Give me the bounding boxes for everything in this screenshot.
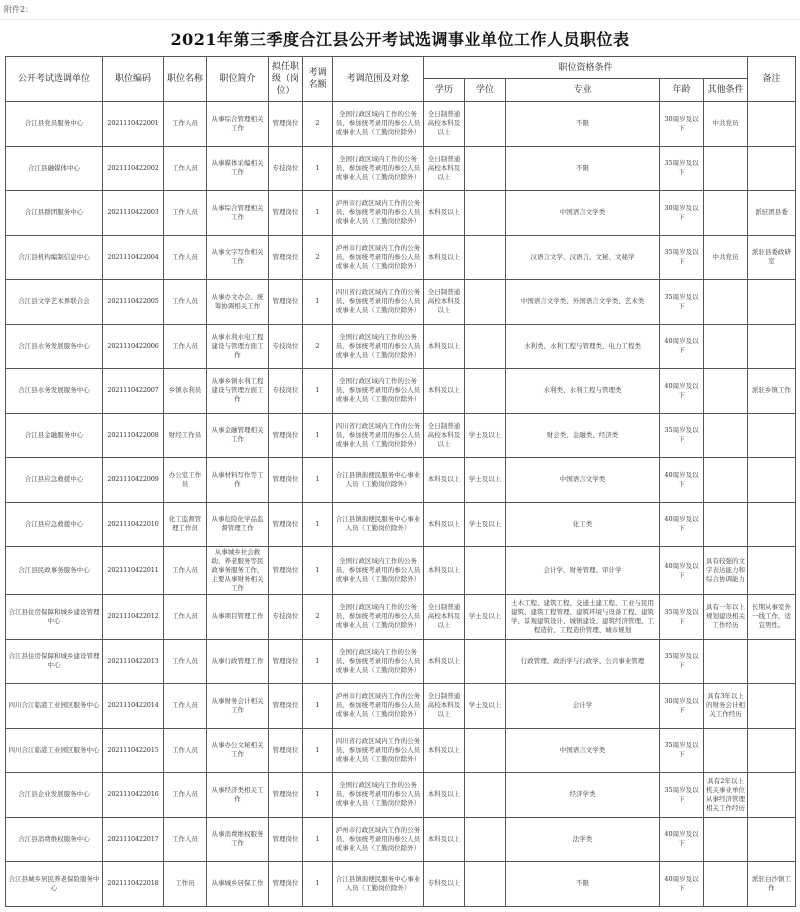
cell-intro: 从事材料写作等工作 [207, 458, 269, 503]
header-education: 学历 [424, 79, 465, 102]
cell-quota: 1 [303, 413, 333, 458]
cell-quota: 1 [303, 773, 333, 818]
cell-major: 汉语言文学、汉语言、文秘、文秘学 [506, 235, 660, 280]
cell-other [704, 502, 748, 547]
cell-quota: 1 [303, 547, 333, 595]
cell-degree [465, 102, 506, 147]
cell-code: 2021110422012 [103, 595, 164, 640]
cell-unit: 四川合江临港工业园区服务中心 [6, 728, 103, 773]
cell-name: 工作人员 [164, 324, 207, 369]
cell-education: 本科及以上 [424, 324, 465, 369]
cell-other [704, 639, 748, 684]
cell-code: 2021110422009 [103, 458, 164, 503]
cell-name: 工作人员 [164, 235, 207, 280]
table-row [6, 595, 796, 640]
cell-other: 中共党员 [704, 235, 748, 280]
cell-level: 专技岗位 [269, 595, 303, 640]
cell-scope: 全国行政区域内工作的公务员、参加统考录用的参公人员或事业人员（工勤岗位除外） [333, 639, 424, 684]
cell-unit: 合江县水务发展服务中心 [6, 369, 103, 414]
cell-name: 工作人员 [164, 773, 207, 818]
cell-name: 工作人员 [164, 684, 207, 729]
cell-level: 管理岗位 [269, 728, 303, 773]
cell-scope: 泸州市行政区域内工作的公务员、参加统考录用的参公人员或事业人员（工勤岗位除外） [333, 235, 424, 280]
cell-intro: 从事综合管理相关工作 [207, 102, 269, 147]
cell-unit: 合江县文学艺术界联合会 [6, 280, 103, 325]
cell-remark [748, 280, 796, 325]
cell-quota: 2 [303, 595, 333, 640]
cell-quota: 2 [303, 235, 333, 280]
cell-education: 本科及以上 [424, 502, 465, 547]
cell-scope: 合江县镇街便民服务中心事业人员（工勤岗位除外） [333, 862, 424, 907]
table-body [6, 102, 796, 907]
cell-remark [748, 458, 796, 503]
cell-intro: 从事城乡居保工作 [207, 862, 269, 907]
cell-intro: 从事媒体采编相关工作 [207, 146, 269, 191]
cell-level: 管理岗位 [269, 458, 303, 503]
cell-level: 管理岗位 [269, 773, 303, 818]
cell-name: 乡镇水利员 [164, 369, 207, 414]
cell-major: 不限 [506, 146, 660, 191]
cell-age: 40周岁及以下 [660, 547, 704, 595]
cell-intro: 从事金融管理相关工作 [207, 413, 269, 458]
cell-other: 具有3年以上的财务会计相关工作经历 [704, 684, 748, 729]
cell-age: 35周岁及以下 [660, 146, 704, 191]
table-row [6, 502, 796, 547]
cell-education: 全日制普通高校本科及以上 [424, 146, 465, 191]
cell-code: 2021110422018 [103, 862, 164, 907]
cell-remark: 派驻团县委 [748, 191, 796, 236]
cell-age: 40周岁及以下 [660, 369, 704, 414]
cell-remark [748, 413, 796, 458]
cell-remark [748, 639, 796, 684]
cell-scope: 四川省行政区域内工作的公务员、参加统考录用的参公人员或事业人员（工勤岗位除外） [333, 728, 424, 773]
cell-unit: 合江县水务发展服务中心 [6, 324, 103, 369]
cell-degree: 学士及以上 [465, 502, 506, 547]
cell-major: 经济学类 [506, 773, 660, 818]
cell-education: 全日制普通高校本科及以上 [424, 684, 465, 729]
cell-code: 2021110422004 [103, 235, 164, 280]
cell-level: 专技岗位 [269, 324, 303, 369]
table-header-row [6, 57, 796, 79]
cell-level: 专技岗位 [269, 146, 303, 191]
cell-level: 专技岗位 [269, 369, 303, 414]
cell-other [704, 280, 748, 325]
cell-code: 2021110422011 [103, 547, 164, 595]
cell-intro: 从事办文办会、统筹协调相关工作 [207, 280, 269, 325]
cell-other [704, 862, 748, 907]
cell-scope: 全国行政区域内工作的公务员、参加统考录用的参公人员或事业人员（工勤岗位除外） [333, 324, 424, 369]
cell-major: 财会类、金融类、经济类 [506, 413, 660, 458]
cell-code: 2021110422006 [103, 324, 164, 369]
cell-remark [748, 502, 796, 547]
cell-name: 工作人员 [164, 728, 207, 773]
cell-remark: 派驻白沙镇工作 [748, 862, 796, 907]
cell-degree: 学士及以上 [465, 684, 506, 729]
cell-other: 具有一年以上规划建设相关工作经历 [704, 595, 748, 640]
cell-major: 不限 [506, 102, 660, 147]
cell-intro: 从事办公文秘相关工作 [207, 728, 269, 773]
cell-quota: 1 [303, 280, 333, 325]
cell-major: 行政管理、政治学与行政学、公共事业管理 [506, 639, 660, 684]
cell-education: 本科及以上 [424, 458, 465, 503]
table-row [6, 280, 796, 325]
cell-code: 2021110422017 [103, 817, 164, 862]
cell-quota: 1 [303, 191, 333, 236]
cell-age: 35周岁及以下 [660, 235, 704, 280]
cell-level: 管理岗位 [269, 639, 303, 684]
cell-age: 35周岁及以下 [660, 639, 704, 684]
cell-remark [748, 684, 796, 729]
cell-age: 30周岁及以下 [660, 191, 704, 236]
cell-major: 化工类 [506, 502, 660, 547]
table-row [6, 146, 796, 191]
page-title: 2021年第三季度合江县公开考试选调事业单位工作人员职位表 [170, 30, 630, 49]
cell-intro: 从事文字写作相关工作 [207, 235, 269, 280]
cell-unit: 合江县融媒体中心 [6, 146, 103, 191]
table-row [6, 369, 796, 414]
header-qualifications: 职位资格条件 [424, 57, 748, 79]
cell-other [704, 817, 748, 862]
header-quota: 考调名额 [303, 57, 333, 102]
table-row [6, 728, 796, 773]
cell-degree [465, 369, 506, 414]
cell-education: 本科及以上 [424, 191, 465, 236]
cell-education: 专科及以上 [424, 862, 465, 907]
cell-unit: 合江县应急救援中心 [6, 458, 103, 503]
cell-quota: 2 [303, 102, 333, 147]
cell-code: 2021110422007 [103, 369, 164, 414]
cell-code: 2021110422013 [103, 639, 164, 684]
cell-level: 管理岗位 [269, 862, 303, 907]
cell-remark [748, 773, 796, 818]
cell-other [704, 369, 748, 414]
cell-degree: 学士及以上 [465, 413, 506, 458]
cell-age: 40周岁及以下 [660, 862, 704, 907]
header-name: 职位名称 [164, 57, 207, 102]
cell-major: 不限 [506, 862, 660, 907]
cell-degree [465, 728, 506, 773]
cell-education: 本科及以上 [424, 547, 465, 595]
cell-age: 40周岁及以下 [660, 324, 704, 369]
cell-unit: 合江县群团服务中心 [6, 191, 103, 236]
cell-name: 办公室工作员 [164, 458, 207, 503]
cell-major: 中国语言文学类 [506, 191, 660, 236]
cell-name: 工作员 [164, 862, 207, 907]
cell-scope: 全国行政区域内工作的公务员、参加统考录用的参公人员或事业人员（工勤岗位除外） [333, 595, 424, 640]
cell-major: 中国语言文学类 [506, 458, 660, 503]
cell-code: 2021110422010 [103, 502, 164, 547]
cell-education: 本科及以上 [424, 728, 465, 773]
cell-intro: 从事项目管理工作 [207, 595, 269, 640]
cell-level: 管理岗位 [269, 547, 303, 595]
cell-scope: 全国行政区域内工作的公务员、参加统考录用的参公人员或事业人员（工勤岗位除外） [333, 146, 424, 191]
cell-code: 2021110422015 [103, 728, 164, 773]
cell-education: 本科及以上 [424, 235, 465, 280]
cell-intro: 从事综合管理相关工作 [207, 191, 269, 236]
cell-name: 工作人员 [164, 191, 207, 236]
cell-degree [465, 639, 506, 684]
cell-major: 法学类 [506, 817, 660, 862]
header-other: 其他条件 [704, 79, 748, 102]
cell-scope: 全国行政区域内工作的公务员、参加统考录用的参公人员或事业人员（工勤岗位除外） [333, 102, 424, 147]
table-row [6, 773, 796, 818]
cell-age: 35周岁及以下 [660, 413, 704, 458]
cell-degree [465, 324, 506, 369]
cell-unit: 合江县企业发展服务中心 [6, 773, 103, 818]
cell-remark [748, 324, 796, 369]
cell-level: 管理岗位 [269, 684, 303, 729]
cell-intro: 从事危险化学品监督管理工作 [207, 502, 269, 547]
cell-remark [748, 728, 796, 773]
cell-education: 本科及以上 [424, 773, 465, 818]
cell-scope: 合江县镇街便民服务中心事业人员（工勤岗位除外） [333, 458, 424, 503]
cell-scope: 全国行政区域内工作的公务员、参加统考录用的参公人员或事业人员（工勤岗位除外） [333, 547, 424, 595]
cell-quota: 1 [303, 684, 333, 729]
cell-scope: 四川省行政区域内工作的公务员、参加统考录用的参公人员或事业人员（工勤岗位除外） [333, 280, 424, 325]
header-age: 年龄 [660, 79, 704, 102]
cell-education: 本科及以上 [424, 817, 465, 862]
cell-age: 40周岁及以下 [660, 817, 704, 862]
cell-level: 管理岗位 [269, 235, 303, 280]
cell-level: 管理岗位 [269, 502, 303, 547]
cell-unit: 合江县城乡居民养老保险服务中心 [6, 862, 103, 907]
cell-name: 工作人员 [164, 817, 207, 862]
header-intro: 职位简介 [207, 57, 269, 102]
cell-major: 水利类、水利工程与管理类、电力工程类 [506, 324, 660, 369]
cell-degree [465, 235, 506, 280]
cell-remark [748, 817, 796, 862]
cell-name: 工作人员 [164, 146, 207, 191]
cell-remark [748, 547, 796, 595]
cell-other [704, 191, 748, 236]
cell-scope: 四川省行政区域内工作的公务员、参加统考录用的参公人员或事业人员（工勤岗位除外） [333, 413, 424, 458]
cell-major: 土木工程、建筑工程、交通土建工程、工业与民用建筑、建筑工程管理、建筑环境与设备工程、建筑学、景观建筑设计、城镇建设、建筑经济管理、工程造价、工程造价管理、城市规划 [506, 595, 660, 640]
cell-unit: 合江县住房保障和城乡建设管理中心 [6, 639, 103, 684]
cell-major: 会计学 [506, 684, 660, 729]
cell-unit: 合江县金融服务中心 [6, 413, 103, 458]
cell-name: 工作人员 [164, 280, 207, 325]
cell-quota: 1 [303, 728, 333, 773]
cell-unit: 合江县消费维权服务中心 [6, 817, 103, 862]
cell-age: 35周岁及以下 [660, 595, 704, 640]
position-table [5, 56, 796, 907]
cell-code: 2021110422008 [103, 413, 164, 458]
cell-education: 本科及以上 [424, 639, 465, 684]
cell-level: 管理岗位 [269, 413, 303, 458]
cell-scope: 全国行政区域内工作的公务员、参加统考录用的参公人员或事业人员（工勤岗位除外） [333, 369, 424, 414]
cell-education: 全日制普通高校本科及以上 [424, 102, 465, 147]
cell-major: 会计学、财务管理、审计学 [506, 547, 660, 595]
cell-education: 全日制普通高校本科及以上 [424, 280, 465, 325]
cell-unit: 合江县党员服务中心 [6, 102, 103, 147]
cell-other: 具有2年以上机关事业单位从事经济管理相关工作经历 [704, 773, 748, 818]
cell-unit: 合江县机构编制信息中心 [6, 235, 103, 280]
table-row [6, 458, 796, 503]
cell-major: 中国语言文学类 [506, 728, 660, 773]
cell-other [704, 458, 748, 503]
cell-education: 全日制普通高校本科及以上 [424, 595, 465, 640]
cell-remark: 派驻县委政研室 [748, 235, 796, 280]
cell-major: 水利类、水利工程与管理类 [506, 369, 660, 414]
cell-code: 2021110422001 [103, 102, 164, 147]
cell-quota: 1 [303, 502, 333, 547]
cell-other [704, 146, 748, 191]
cell-scope: 泸州市行政区域内工作的公务员、参加统考录用的参公人员或事业人员（工勤岗位除外） [333, 684, 424, 729]
table-row [6, 102, 796, 147]
cell-intro: 从事消费维权服务工作 [207, 817, 269, 862]
table-row [6, 547, 796, 595]
cell-code: 2021110422016 [103, 773, 164, 818]
cell-name: 化工监督管理工作员 [164, 502, 207, 547]
header-scope: 考调范围及对象 [333, 57, 424, 102]
cell-age: 30周岁及以下 [660, 684, 704, 729]
cell-quota: 1 [303, 369, 333, 414]
cell-degree: 学士及以上 [465, 458, 506, 503]
cell-code: 2021110422003 [103, 191, 164, 236]
cell-age: 30周岁及以下 [660, 102, 704, 147]
header-major: 专业 [506, 79, 660, 102]
cell-name: 财经工作员 [164, 413, 207, 458]
cell-intro: 从事财务会计相关工作 [207, 684, 269, 729]
cell-unit: 合江县住房保障和城乡建设管理中心 [6, 595, 103, 640]
cell-scope: 泸州市行政区域内工作的公务员、参加统考录用的参公人员或事业人员（工勤岗位除外） [333, 817, 424, 862]
cell-intro: 从事行政管理工作 [207, 639, 269, 684]
table-row [6, 639, 796, 684]
cell-education: 全日制普通高校本科及以上 [424, 413, 465, 458]
cell-intro: 从事水利水电工程建设与管理方面工作 [207, 324, 269, 369]
cell-name: 工作人员 [164, 102, 207, 147]
header-code: 职位编码 [103, 57, 164, 102]
cell-other [704, 413, 748, 458]
table-row [6, 413, 796, 458]
cell-quota: 1 [303, 146, 333, 191]
cell-scope: 泸州市行政区域内工作的公务员、参加统考录用的参公人员或事业人员（工勤岗位除外） [333, 191, 424, 236]
cell-other [704, 324, 748, 369]
cell-degree [465, 191, 506, 236]
cell-remark: 派驻乡镇工作 [748, 369, 796, 414]
cell-code: 2021110422002 [103, 146, 164, 191]
cell-name: 工作人员 [164, 639, 207, 684]
cell-major: 中国语言文学类、外国语言文学类、艺术类 [506, 280, 660, 325]
cell-level: 管理岗位 [269, 102, 303, 147]
cell-scope: 全国行政区域内工作的公务员、参加统考录用的参公人员或事业人员（工勤岗位除外） [333, 773, 424, 818]
cell-age: 35周岁及以下 [660, 280, 704, 325]
cell-unit: 合江县民政事务服务中心 [6, 547, 103, 595]
header-degree: 学位 [465, 79, 506, 102]
cell-unit: 合江县应急救援中心 [6, 502, 103, 547]
table-row [6, 684, 796, 729]
cell-level: 管理岗位 [269, 280, 303, 325]
cell-education: 本科及以上 [424, 369, 465, 414]
table-row [6, 235, 796, 280]
cell-degree [465, 146, 506, 191]
table-row [6, 817, 796, 862]
cell-level: 管理岗位 [269, 817, 303, 862]
cell-other: 中共党员 [704, 102, 748, 147]
cell-intro: 从事乡镇水利工程建设与管理方面工作 [207, 369, 269, 414]
cell-remark [748, 146, 796, 191]
cell-age: 40周岁及以下 [660, 458, 704, 503]
attachment-label: 附件2： [4, 5, 34, 14]
cell-degree [465, 862, 506, 907]
cell-remark: 长期从事室外一线工作，适宜男性。 [748, 595, 796, 640]
cell-intro: 从事经济类相关工作 [207, 773, 269, 818]
cell-remark [748, 102, 796, 147]
cell-name: 工作人员 [164, 547, 207, 595]
cell-age: 40周岁及以下 [660, 502, 704, 547]
divider [0, 19, 800, 20]
cell-quota: 2 [303, 324, 333, 369]
cell-level: 管理岗位 [269, 191, 303, 236]
cell-unit: 四川合江临港工业园区服务中心 [6, 684, 103, 729]
cell-age: 35周岁及以下 [660, 728, 704, 773]
cell-other: 具有较强的文字表达能力和综合协调能力 [704, 547, 748, 595]
cell-scope: 合江县镇街便民服务中心事业人员（工勤岗位除外） [333, 502, 424, 547]
cell-code: 2021110422005 [103, 280, 164, 325]
table-row [6, 324, 796, 369]
cell-degree [465, 817, 506, 862]
cell-quota: 1 [303, 862, 333, 907]
cell-degree: 学士及以上 [465, 595, 506, 640]
header-remark: 备注 [748, 57, 796, 102]
cell-intro: 从事城乡社会救助、养老服务等民政事务服务工作，主要从事财务相关工作 [207, 547, 269, 595]
header-level: 拟任职级（岗位） [269, 57, 303, 102]
header-unit: 公开考试选调单位 [6, 57, 103, 102]
cell-quota: 1 [303, 817, 333, 862]
table-row [6, 191, 796, 236]
cell-degree [465, 773, 506, 818]
cell-degree [465, 280, 506, 325]
table-row [6, 862, 796, 907]
cell-age: 35周岁及以下 [660, 773, 704, 818]
cell-quota: 1 [303, 458, 333, 503]
cell-other [704, 728, 748, 773]
cell-degree [465, 547, 506, 595]
cell-quota: 1 [303, 639, 333, 684]
cell-name: 工作人员 [164, 595, 207, 640]
cell-code: 2021110422014 [103, 684, 164, 729]
